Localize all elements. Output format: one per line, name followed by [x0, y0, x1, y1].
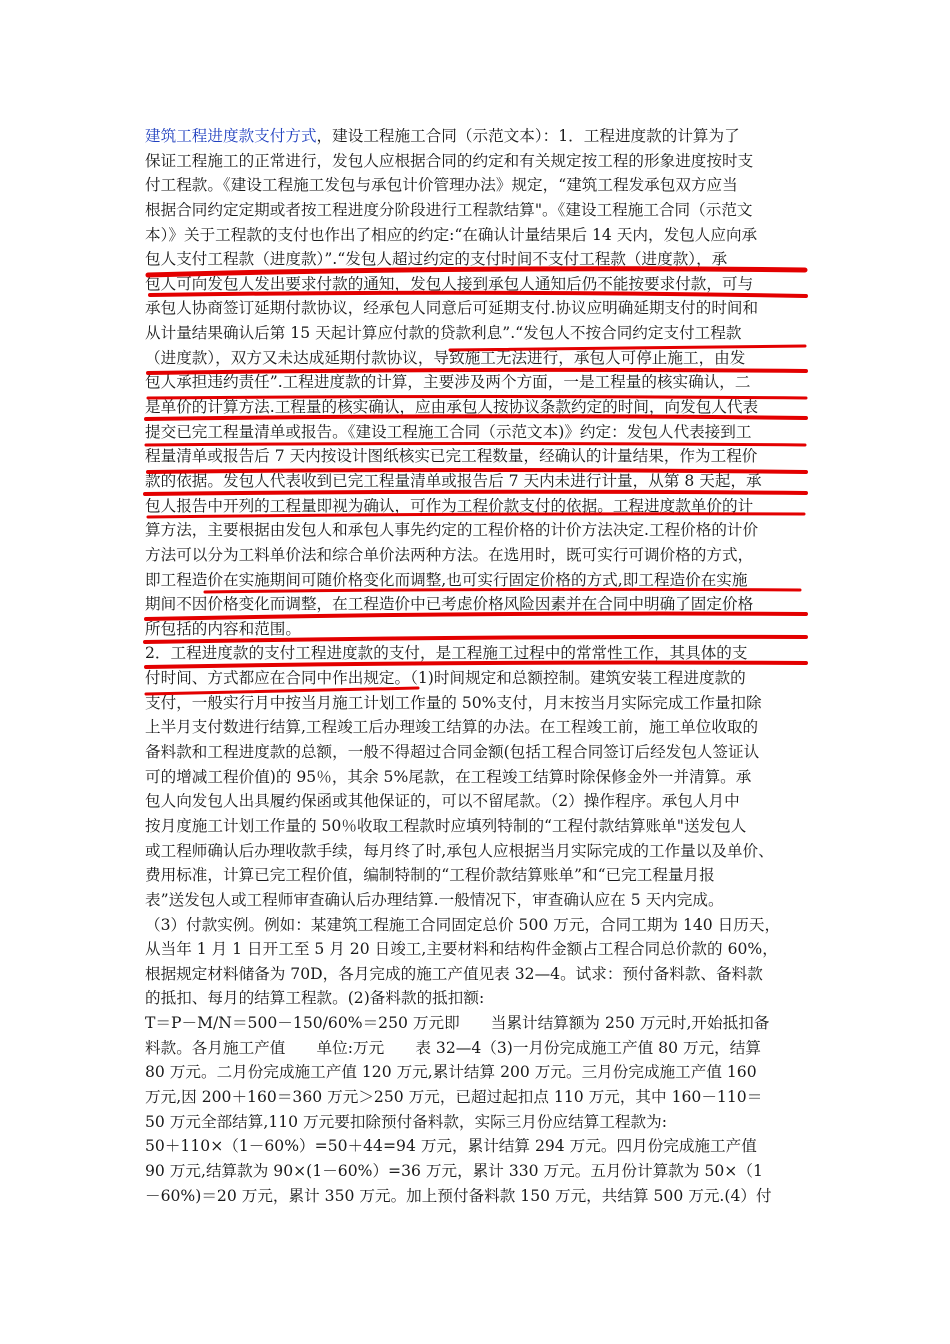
text-line: 即工程造价在实施期间可随价格变化而调整,也可实行固定价格的方式,即工程造价在实施	[145, 570, 748, 589]
text-line: 是单价的计算方法.工程量的核实确认，应由承包人按协议条款约定的时间，向发包人代表	[145, 398, 759, 417]
text-line: 期间不因价格变化而调整，在工程造价中已考虑价格风险因素并在合同中明确了固定价格	[145, 595, 754, 614]
text-line: 备料款和工程进度款的总额，一般不得超过合同金额(包括工程合同签订后经发包人签证认	[145, 743, 760, 762]
text-line: 或工程师确认后办理收款手续，每月终了时,承包人应根据当月实际完成的工作量以及单价、	[145, 841, 774, 860]
text-line: 从当年 1 月 1 日开工至 5 月 20 日竣工,主要材料和结构件金额占工程合同总价款的 60%，	[145, 940, 778, 959]
text-line: 包人支付工程款（进度款）”.“发包人超过约定的支付时间不支付工程款（进度款），承	[145, 250, 728, 269]
text-line: 提交已完工程量清单或报告。《建设工程施工合同（示范文本)》约定：发包人代表接到工	[145, 422, 752, 441]
text-line: 付工程款。《建设工程施工发包与承包计价管理办法》规定，“建筑工程发承包双方应当	[145, 176, 738, 195]
text-line: 款的依据。发包人代表收到已完工程量清单或报告后 7 天内未进行计量，从第 8 天起，承	[145, 471, 762, 490]
text-line: 付时间、方式都应在合同中作出规定。（1)时间规定和总额控制。建筑安装工程进度款的	[145, 669, 746, 688]
text-line: 万元,因 200＋160＝360 万元＞250 万元，已超过起扣点 110 万元，其中 160－110＝	[145, 1087, 763, 1106]
document-body	[145, 124, 809, 1208]
text-line: 料款。各月施工产值 单位:万元 表 32—4（3)一月份完成施工产值 80 万元，结算	[145, 1038, 761, 1057]
text-line: 上半月支付数进行结算,工程竣工后办理竣工结算的办法。在工程竣工前，施工单位收取的	[145, 718, 759, 737]
text-line: 包人承担违约责任”.工程进度款的计算，主要涉及两个方面，一是工程量的核实确认，二	[145, 373, 751, 392]
text-line: 从计量结果确认后第 15 天起计算应付款的贷款利息”.“发包人不按合同约定支付工程款	[145, 324, 742, 343]
text-line: 90 万元,结算款为 90×(1－60%）=36 万元，累计 330 万元。五月份计算款为 50×（1	[145, 1161, 763, 1180]
text-line: 算方法，主要根据由发包人和承包人事先约定的工程价格的计价方法决定.工程价格的计价	[145, 521, 759, 540]
text-line: 保证工程施工的正常进行，发包人应根据合同的约定和有关规定按工程的形象进度按时支	[145, 151, 754, 170]
text-line: 方法可以分为工料单价法和综合单价法两种方法。在选用时，既可实行可调价格的方式，	[145, 545, 754, 564]
text-line: 包人向发包人出具履约保函或其他保证的，可以不留尾款。（2）操作程序。承包人月中	[145, 792, 740, 811]
text-line: 支付，一般实行月中按当月施工计划工作量的 50%支付，月末按当月实际完成工作量扣除	[145, 693, 762, 712]
text-line: 可的增减工程价值)的 95％，其余 5%尾款，在工程竣工结算时除保修金外一并清算。承	[145, 767, 752, 786]
text-line: T＝P－M/N＝500－150/60%＝250 万元即 当累计结算额为 250 万元时,开始抵扣备	[145, 1014, 770, 1033]
text-line: 根据合同约定定期或者按工程进度分阶段进行工程款结算"。《建设工程施工合同（示范文	[145, 200, 753, 219]
text-line: 按月度施工计划工作量的 50％收取工程款时应填列特制的“工程付款结算账单"送发包人	[145, 816, 747, 835]
text-line: 包人可向发包人发出要求付款的通知，发包人接到承包人通知后仍不能按要求付款，可与	[145, 274, 754, 293]
text-line: 包人报告中开列的工程量即视为确认，可作为工程价款支付的依据。工程进度款单价的计	[145, 496, 754, 515]
title-link[interactable]: 建筑工程进度款支付方式	[145, 127, 317, 145]
text-line: 承包人协商签订延期付款协议，经承包人同意后可延期支付.协议应明确延期支付的时间和	[145, 299, 759, 318]
text-line: 表”送发包人或工程师审查确认后办理结算.一般情况下，审查确认应在 5 天内完成。	[145, 890, 724, 909]
text-line: 本）》关于工程款的支付也作出了相应的约定:“在确认计量结果后 14 天内，发包人应向承	[145, 225, 758, 244]
text-line: 2．工程进度款的支付工程进度款的支付，是工程施工过程中的常常性工作，其具体的支	[145, 644, 748, 663]
text-line-content: ，建设工程施工合同（示范文本）：1．工程进度款的计算为了	[316, 127, 740, 145]
text-line: （进度款），双方又未达成延期付款协议，导致施工无法进行，承包人可停止施工，由发	[145, 348, 746, 367]
text-line: －60%)＝20 万元，累计 350 万元。加上预付备料款 150 万元，共结算 500 万元.(4）付	[145, 1186, 772, 1205]
text-line: （3）付款实例。例如：某建筑工程施工合同固定总价 500 万元，合同工期为 140 日历天，	[145, 915, 781, 934]
text-line: 80 万元。二月份完成施工产值 120 万元,累计结算 200 万元。三月份完成施工产值 160	[145, 1063, 757, 1082]
text-line: 的抵扣、每月的结算工程款。(2)备料款的抵扣额:	[145, 989, 485, 1008]
text-line: 费用标准，计算已完工程价值，编制特制的“工程价款结算账单”和“已完工程量月报	[145, 866, 715, 885]
text-line: 50＋110×（1－60%）=50＋44=94 万元，累计结算 294 万元。四月份完成施工产值	[145, 1137, 757, 1156]
text-line: 根据规定材料储备为 70D，各月完成的施工产值见表 32—4。试求：预付备料款、备料款	[145, 964, 763, 983]
text-line	[145, 124, 809, 149]
text-line: 50 万元全部结算,110 万元要扣除预付备料款，实际三月份应结算工程款为:	[145, 1112, 667, 1131]
text-line: 所包括的内容和范围。	[145, 619, 301, 638]
text-line: 程量清单或报告后 7 天内按设计图纸核实已完工程数量，经确认的计量结果，作为工程价	[145, 447, 758, 466]
